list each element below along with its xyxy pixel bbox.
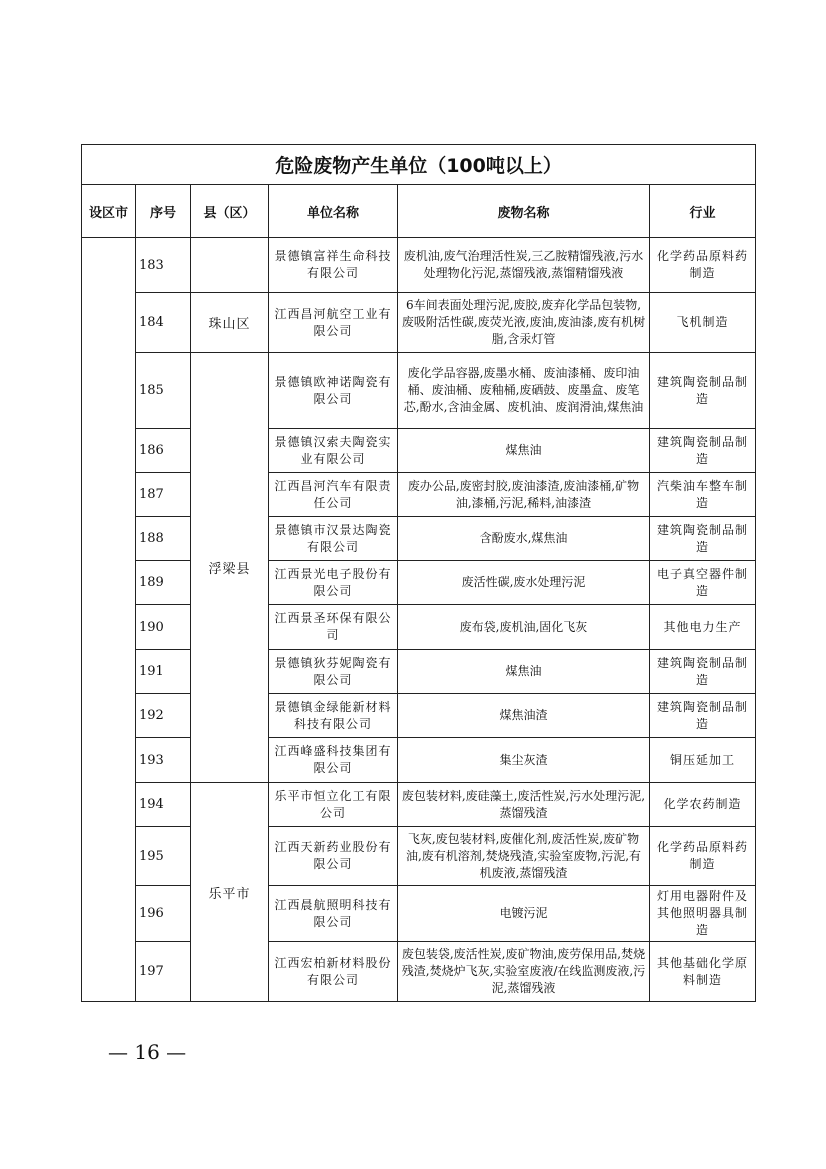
- unit-name-cell: 江西晨航照明科技有限公司: [269, 886, 398, 942]
- unit-name-cell: 江西天新药业股份有限公司: [269, 827, 398, 886]
- waste-cell: 集尘灰渣: [398, 738, 650, 783]
- table-row: [82, 783, 756, 827]
- table-title: 危险废物产生单位（100吨以上）: [82, 145, 756, 185]
- industry-cell: 其他基础化学原料制造: [650, 942, 756, 1002]
- header-county: 县（区）: [191, 185, 269, 238]
- waste-cell: 废化学品容器,废墨水桶、废油漆桶、废印油桶、废油桶、废釉桶,废硒鼓、废墨盒、废笔芯,酚水,含油金属、废机油、废润滑油,煤焦油: [398, 353, 650, 429]
- seq-cell: 186: [136, 429, 191, 473]
- industry-cell: 化学药品原料药制造: [650, 827, 756, 886]
- waste-cell: 废布袋,废机油,固化飞灰: [398, 605, 650, 650]
- table-row: [82, 738, 756, 783]
- waste-cell: 煤焦油渣: [398, 694, 650, 738]
- waste-cell: 废办公品,废密封胶,废油漆渣,废油漆桶,矿物油,漆桶,污泥,稀料,油漆渣: [398, 473, 650, 517]
- unit-name-cell: 江西景光电子股份有限公司: [269, 561, 398, 605]
- table-row: [82, 942, 756, 1002]
- seq-cell: 196: [136, 886, 191, 942]
- header-city: 设区市: [82, 185, 136, 238]
- seq-cell: 195: [136, 827, 191, 886]
- industry-cell: 电子真空器件制造: [650, 561, 756, 605]
- waste-cell: 废包装袋,废活性炭,废矿物油,废劳保用品,焚烧残渣,焚烧炉飞灰,实验室废液/在线监测废液,污泥,蒸馏残液: [398, 942, 650, 1002]
- table-row: [82, 694, 756, 738]
- table-row: [82, 238, 756, 293]
- waste-cell: 飞灰,废包装材料,废催化剂,废活性炭,废矿物油,废有机溶剂,焚烧残渣,实验室废物,污泥,有机废液,蒸馏残渣: [398, 827, 650, 886]
- industry-cell: 建筑陶瓷制品制造: [650, 429, 756, 473]
- unit-name-cell: 江西峰盛科技集团有限公司: [269, 738, 398, 783]
- industry-cell: 铜压延加工: [650, 738, 756, 783]
- page-number: — 16 —: [108, 1040, 187, 1064]
- table-row: [82, 517, 756, 561]
- county-cell: [191, 238, 269, 293]
- unit-name-cell: 景德镇汉索夫陶瓷实业有限公司: [269, 429, 398, 473]
- seq-cell: 185: [136, 353, 191, 429]
- table-row: [82, 473, 756, 517]
- table-row: [82, 429, 756, 473]
- industry-cell: 飞机制造: [650, 293, 756, 353]
- unit-name-cell: 景德镇金绿能新材料科技有限公司: [269, 694, 398, 738]
- industry-cell: 建筑陶瓷制品制造: [650, 517, 756, 561]
- seq-cell: 188: [136, 517, 191, 561]
- seq-cell: 193: [136, 738, 191, 783]
- waste-cell: 含酚废水,煤焦油: [398, 517, 650, 561]
- waste-cell: 煤焦油: [398, 429, 650, 473]
- unit-name-cell: 江西宏柏新材料股份有限公司: [269, 942, 398, 1002]
- waste-cell: 废包装材料,废硅藻土,废活性炭,污水处理污泥,蒸馏残渣: [398, 783, 650, 827]
- header-row: [82, 185, 756, 238]
- city-cell: [82, 238, 136, 1002]
- unit-name-cell: 江西昌河汽车有限责任公司: [269, 473, 398, 517]
- seq-cell: 184: [136, 293, 191, 353]
- header-industry: 行业: [650, 185, 756, 238]
- unit-name-cell: 江西昌河航空工业有限公司: [269, 293, 398, 353]
- unit-name-cell: 景德镇狄芬妮陶瓷有限公司: [269, 650, 398, 694]
- seq-cell: 190: [136, 605, 191, 650]
- industry-cell: 汽柴油车整车制造: [650, 473, 756, 517]
- unit-name-cell: 江西景圣环保有限公司: [269, 605, 398, 650]
- table-row: [82, 561, 756, 605]
- table-row: [82, 353, 756, 429]
- unit-name-cell: 景德镇市汉景达陶瓷有限公司: [269, 517, 398, 561]
- table-row: [82, 293, 756, 353]
- unit-name-cell: 景德镇欧神诺陶瓷有限公司: [269, 353, 398, 429]
- waste-cell: 废活性碳,废水处理污泥: [398, 561, 650, 605]
- industry-cell: 建筑陶瓷制品制造: [650, 694, 756, 738]
- unit-name-cell: 乐平市恒立化工有限公司: [269, 783, 398, 827]
- table-row: [82, 827, 756, 886]
- waste-cell: 电镀污泥: [398, 886, 650, 942]
- industry-cell: 建筑陶瓷制品制造: [650, 353, 756, 429]
- seq-cell: 194: [136, 783, 191, 827]
- industry-cell: 化学药品原料药制造: [650, 238, 756, 293]
- county-cell: 浮梁县: [191, 353, 269, 783]
- seq-cell: 192: [136, 694, 191, 738]
- header-unit-name: 单位名称: [269, 185, 398, 238]
- header-seq: 序号: [136, 185, 191, 238]
- table-row: [82, 886, 756, 942]
- seq-cell: 191: [136, 650, 191, 694]
- header-waste-name: 废物名称: [398, 185, 650, 238]
- seq-cell: 189: [136, 561, 191, 605]
- seq-cell: 187: [136, 473, 191, 517]
- table-row: [82, 650, 756, 694]
- county-cell: 珠山区: [191, 293, 269, 353]
- waste-cell: 6车间表面处理污泥,废胶,废弃化学品包装物,废吸附活性碳,废荧光液,废油,废油漆,废有机树脂,含汞灯管: [398, 293, 650, 353]
- industry-cell: 灯用电器附件及其他照明器具制造: [650, 886, 756, 942]
- hazardous-waste-table: [81, 144, 756, 1002]
- seq-cell: 197: [136, 942, 191, 1002]
- industry-cell: 建筑陶瓷制品制造: [650, 650, 756, 694]
- unit-name-cell: 景德镇富祥生命科技有限公司: [269, 238, 398, 293]
- seq-cell: 183: [136, 238, 191, 293]
- waste-cell: 废机油,废气治理活性炭,三乙胺精馏残液,污水处理物化污泥,蒸馏残液,蒸馏精馏残液: [398, 238, 650, 293]
- table-row: [82, 605, 756, 650]
- county-cell: 乐平市: [191, 783, 269, 1002]
- industry-cell: 其他电力生产: [650, 605, 756, 650]
- industry-cell: 化学农药制造: [650, 783, 756, 827]
- waste-cell: 煤焦油: [398, 650, 650, 694]
